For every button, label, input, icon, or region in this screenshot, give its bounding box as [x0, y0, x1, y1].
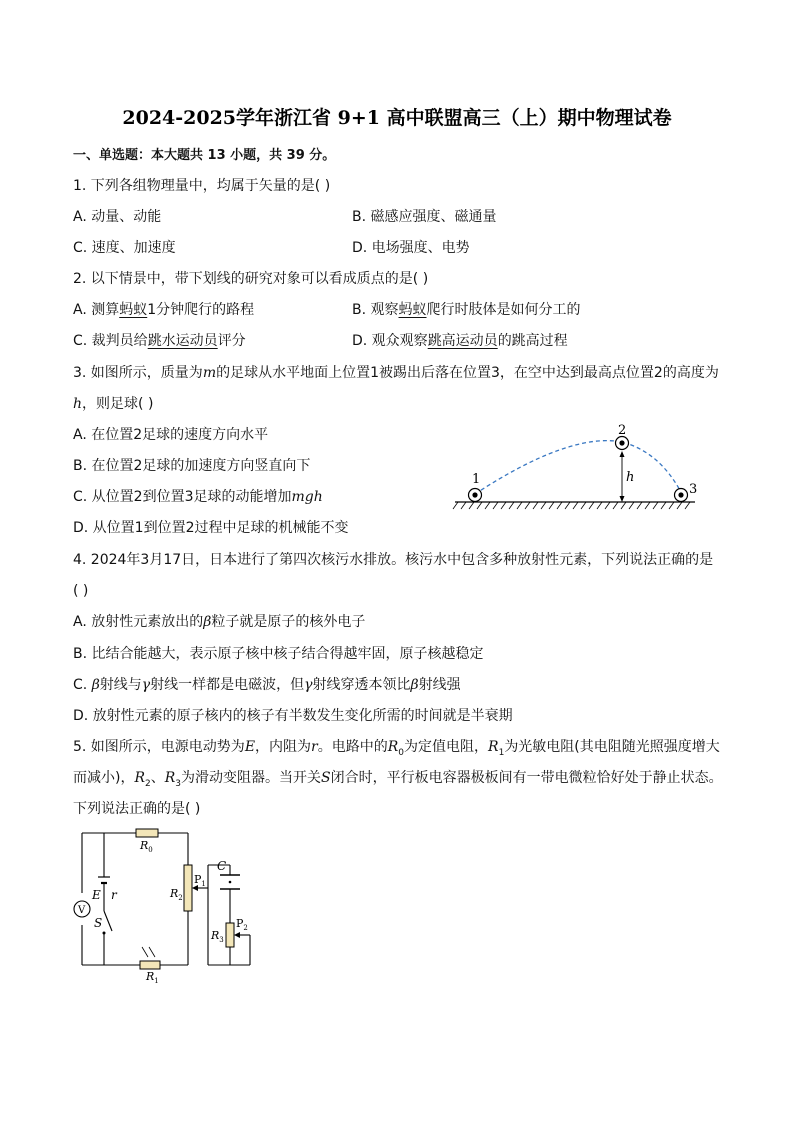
circuit-wires	[82, 833, 250, 965]
q3-option-c: C. 从位置2到位置3足球的动能增加mgh	[73, 489, 323, 505]
slider-p2	[234, 932, 240, 938]
ball-position-3	[675, 489, 688, 502]
q2-option-d: D. 观众观察跳高运动员的跳高过程	[352, 333, 568, 349]
q1-stem: 1. 下列各组物理量中，均属于矢量的是( )	[73, 178, 331, 194]
label-r3: $R_3$	[211, 929, 224, 944]
q5-stem-line1: 5. 如图所示，电源电动势为E，内阻为r。电路中的$R_0$为定值电阻，$R_1$为光敏电阻(其电阻随光照强度增大	[73, 739, 720, 758]
ball-position-1	[469, 489, 482, 502]
q3-trajectory-figure	[450, 420, 700, 515]
q5-stem-line2: 而减小)，$R_2$、$R_3$为滑动变阻器。当开关S闭合时，平行板电容器极板间有一带电微粒恰好处于静止状态。	[73, 770, 723, 789]
q1-option-a: A. 动量、动能	[73, 209, 162, 225]
label-r: r	[111, 888, 117, 902]
q4-option-b: B. 比结合能越大，表示原子核中核子结合得越牢固，原子核越稳定	[73, 646, 484, 662]
label-p1: $P_1$	[194, 873, 206, 888]
label-r1: $R_1$	[146, 970, 159, 985]
q2-option-b: B. 观察蚂蚁爬行时肢体是如何分工的	[352, 302, 581, 318]
q2-option-a: A. 测算蚂蚁1分钟爬行的路程	[73, 302, 255, 318]
q4-option-a: A. 放射性元素放出的β粒子就是原子的核外电子	[73, 614, 366, 630]
label-s: S	[94, 916, 103, 930]
charged-particle	[229, 881, 232, 884]
voltmeter-label: V	[78, 905, 86, 916]
q4-stem-line2: ( )	[73, 583, 89, 599]
light-arrows	[142, 947, 155, 957]
section-header: 一、单选题：本大题共 13 小题，共 39 分。	[73, 148, 336, 163]
q2-stem: 2. 以下情景中，带下划线的研究对象可以看成质点的是( )	[73, 271, 429, 287]
q5-circuit-figure	[70, 825, 260, 985]
rheostat-r2	[184, 865, 192, 911]
q3-option-a: A. 在位置2足球的速度方向水平	[73, 427, 269, 443]
q1-option-d: D. 电场强度、电势	[352, 240, 470, 256]
photoresistor-r1	[140, 961, 160, 969]
label-e: E	[92, 888, 101, 902]
label-height: h	[626, 470, 635, 485]
q3-stem-line1: 3. 如图所示，质量为m的足球从水平地面上位置1被踢出后落在位置3，在空中达到最高点位置2的高度为	[73, 365, 719, 381]
q4-option-d: D. 放射性元素的原子核内的核子有半数发生变化所需的时间就是半衰期	[73, 708, 513, 724]
q1-option-b: B. 磁感应强度、磁通量	[352, 209, 497, 225]
label-position-1: 1	[472, 472, 481, 487]
label-r2: $R_2$	[170, 887, 183, 902]
q2-option-c: C. 裁判员给跳水运动员评分	[73, 333, 246, 349]
label-c: C	[217, 859, 227, 873]
q4-stem-line1: 4. 2024年3月17日，日本进行了第四次核污水排放。核污水中包含多种放射性元素，下列说法正确的是	[73, 552, 714, 568]
q3-option-d: D. 从位置1到位置2过程中足球的机械能不变	[73, 520, 349, 536]
q3-option-b: B. 在位置2足球的加速度方向竖直向下	[73, 458, 311, 474]
resistor-r0	[136, 829, 158, 837]
page-title: 2024-2025学年浙江省 9+1 高中联盟高三（上）期中物理试卷	[122, 107, 672, 129]
trajectory-curve	[475, 441, 682, 494]
label-position-3: 3	[689, 482, 698, 497]
label-position-2: 2	[618, 423, 627, 438]
ground-hatching	[453, 502, 690, 509]
q3-stem-line2: h，则足球( )	[73, 396, 154, 412]
label-p2: $P_2$	[236, 917, 248, 932]
label-r0: $R_0$	[140, 839, 153, 854]
ball-position-2	[616, 437, 629, 450]
q4-option-c: C. β射线与γ射线一样都是电磁波，但γ射线穿透本领比β射线强	[73, 677, 461, 693]
q1-option-c: C. 速度、加速度	[73, 240, 176, 256]
switch-s	[104, 911, 112, 931]
q5-stem-line3: 下列说法正确的是( )	[73, 801, 201, 817]
rheostat-r3	[226, 923, 234, 947]
